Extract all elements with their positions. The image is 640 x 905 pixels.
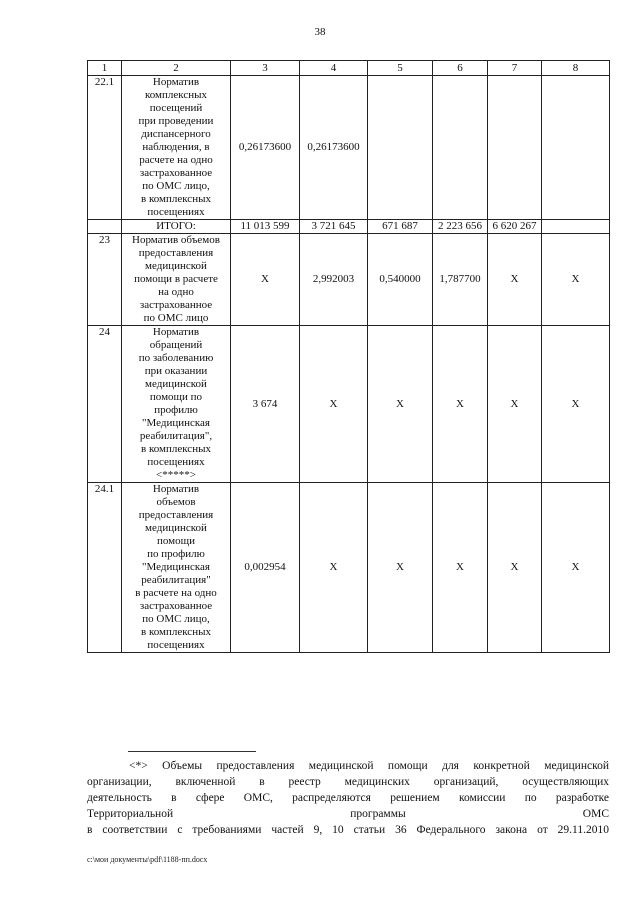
value-cell: 1,787700 <box>433 234 488 326</box>
row-name-line: предоставления <box>138 509 214 521</box>
row-name <box>122 220 231 234</box>
header-cell: 8 <box>542 61 610 76</box>
row-name-line: Норматив <box>152 76 200 88</box>
table-row-24-1 <box>88 483 610 653</box>
row-name-line: наблюдения, в <box>142 141 210 153</box>
row-name-line: Норматив <box>152 483 200 495</box>
row-name-line: посещениях <box>147 206 205 218</box>
header-cell: 3 <box>231 61 300 76</box>
row-name <box>122 326 231 483</box>
row-name-line: обращений <box>149 339 203 351</box>
footnote-line: в соответствии с требованиями частей 9, 10 статьи 36 Федерального закона от 29.11.2010 <box>87 824 609 836</box>
footnote <box>87 758 609 838</box>
row-name-line: медицинской <box>145 378 207 390</box>
row-name-line: посещений <box>149 102 203 114</box>
value-cell: 6 620 267 <box>488 220 542 234</box>
value-cell: 2,992003 <box>300 234 368 326</box>
value-cell: Х <box>368 326 433 483</box>
row-name-line: при проведении <box>138 115 214 127</box>
row-name <box>122 234 231 326</box>
value-cell: 2 223 656 <box>433 220 488 234</box>
value-cell: Х <box>488 483 542 653</box>
value-cell <box>542 76 610 220</box>
table-row-24 <box>88 326 610 483</box>
row-name-line: в комплексных <box>141 443 211 455</box>
row-name-line: Норматив <box>152 326 200 338</box>
row-name-line: помощи по <box>149 391 203 403</box>
row-name-line: застрахованное <box>139 299 213 311</box>
value-cell: 3 721 645 <box>300 220 368 234</box>
value-cell: 0,26173600 <box>300 76 368 220</box>
row-name-line: по ОМС лицо, <box>142 180 210 192</box>
row-name-line: медицинской <box>145 522 207 534</box>
row-name-line: <*****> <box>156 469 196 481</box>
header-cell: 4 <box>300 61 368 76</box>
header-cell: 1 <box>88 61 122 76</box>
row-name-line: посещениях <box>147 456 205 468</box>
value-cell: Х <box>488 326 542 483</box>
row-name-line: при оказании <box>144 365 208 377</box>
value-cell <box>542 220 610 234</box>
value-cell: Х <box>542 326 610 483</box>
value-cell: Х <box>488 234 542 326</box>
row-name-line: объемов <box>156 496 196 508</box>
value-cell: Х <box>368 483 433 653</box>
row-name-line: по ОМС лицо <box>143 312 209 324</box>
row-name-line: профилю <box>154 404 198 416</box>
row-number: 22.1 <box>88 76 122 220</box>
row-name-line: расчете на одно <box>139 154 213 166</box>
row-name-line: "Медицинская <box>141 417 210 429</box>
row-name-line: "Медицинская <box>141 561 210 573</box>
row-name-line: реабилитация" <box>141 574 211 586</box>
table-header-row <box>88 61 610 76</box>
footnote-line: Территориальной программы ОМС <box>87 808 609 820</box>
row-name-line: ИТОГО: <box>156 220 196 232</box>
value-cell: 0,002954 <box>231 483 300 653</box>
value-cell <box>433 76 488 220</box>
row-name-line: комплексных <box>144 89 208 101</box>
row-number: 24 <box>88 326 122 483</box>
row-name-line: застрахованное <box>139 167 213 179</box>
row-name-line: диспансерного <box>141 128 211 140</box>
value-cell: 0,26173600 <box>231 76 300 220</box>
value-cell <box>368 76 433 220</box>
row-name-line: по заболеванию <box>138 352 214 364</box>
value-cell: Х <box>433 483 488 653</box>
norms-table <box>87 60 610 653</box>
row-name-line: предоставления <box>138 247 214 259</box>
header-cell: 6 <box>433 61 488 76</box>
table-row-22-1 <box>88 76 610 220</box>
table-row-total <box>88 220 610 234</box>
row-name-line: на одно <box>158 286 194 298</box>
header-cell: 5 <box>368 61 433 76</box>
row-name-line: в комплексных <box>141 626 211 638</box>
value-cell: 3 674 <box>231 326 300 483</box>
value-cell: Х <box>433 326 488 483</box>
value-cell: 0,540000 <box>368 234 433 326</box>
footnote-line: деятельность в сфере ОМС, распределяются решением комиссии по разработке <box>87 792 609 804</box>
value-cell: Х <box>542 234 610 326</box>
value-cell: Х <box>300 483 368 653</box>
row-name-line: реабилитация", <box>139 430 213 442</box>
header-cell: 2 <box>122 61 231 76</box>
footnote-line: <*> Объемы предоставления медицинской помощи для конкретной медицинской <box>129 760 609 772</box>
value-cell: 11 013 599 <box>231 220 300 234</box>
footnote-line: организации, включенной в реестр медицинских организаций, осуществляющих <box>87 776 609 788</box>
page-number: 38 <box>314 26 326 38</box>
table-row-23 <box>88 234 610 326</box>
footnote-separator <box>128 751 256 752</box>
row-name <box>122 483 231 653</box>
row-name <box>122 76 231 220</box>
row-name-line: застрахованное <box>139 600 213 612</box>
row-name-line: в расчете на одно <box>135 587 217 599</box>
row-number <box>88 220 122 234</box>
row-number: 23 <box>88 234 122 326</box>
row-name-line: помощи в расчете <box>134 273 218 285</box>
row-name-line: помощи <box>157 535 195 547</box>
row-name-line: в комплексных <box>141 193 211 205</box>
row-name-line: по ОМС лицо, <box>142 613 210 625</box>
value-cell <box>488 76 542 220</box>
value-cell: Х <box>542 483 610 653</box>
value-cell: 671 687 <box>368 220 433 234</box>
file-path: c:\мои документы\pdf\1188-пп.docx <box>87 855 208 864</box>
row-number: 24.1 <box>88 483 122 653</box>
row-name-line: посещениях <box>147 639 205 651</box>
row-name-line: Норматив объемов <box>132 234 220 246</box>
header-cell: 7 <box>488 61 542 76</box>
value-cell: Х <box>300 326 368 483</box>
row-name-line: по профилю <box>147 548 205 560</box>
value-cell: Х <box>231 234 300 326</box>
row-name-line: медицинской <box>145 260 207 272</box>
